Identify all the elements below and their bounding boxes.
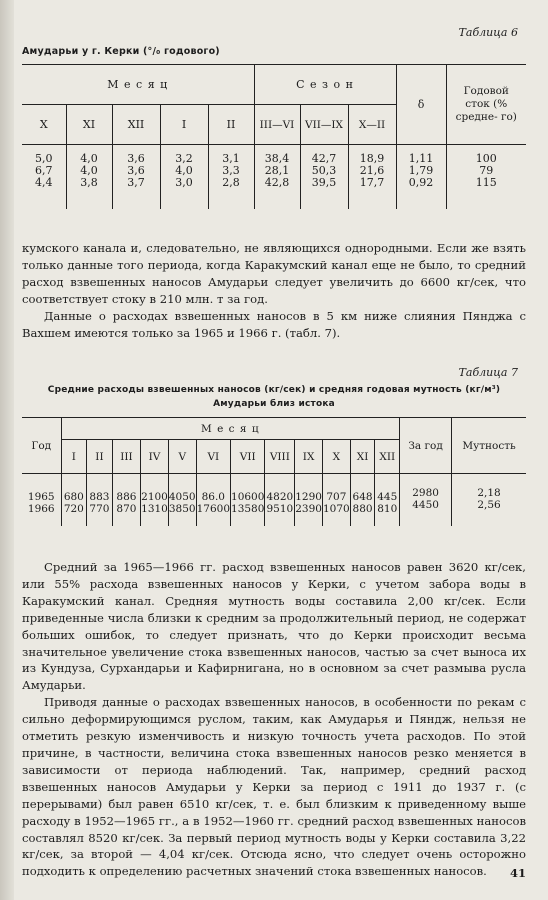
table-cell: 115 bbox=[475, 176, 497, 189]
table6 bbox=[22, 64, 526, 209]
table-cell: 1290 bbox=[295, 491, 322, 503]
table-cell: 770 bbox=[89, 503, 110, 515]
page-number: 41 bbox=[509, 866, 526, 880]
table-cell: 3850 bbox=[168, 503, 196, 515]
t7-month-col: IV bbox=[141, 440, 169, 474]
t7-month-col: III bbox=[112, 440, 140, 474]
paragraph: Средний за 1965—1966 гг. расход взвешенных наносов равен 3620 кг/сек, или 55% расхода взвешенных наносов у Керки, с учетом забора воды в Каракумский канал. Средняя мутность воды составила 2,00 кг/сек. Если приведенные числа близки к средним за продолжительный период, не содержат больших ошибок, то следует признать, что до Керки происходит весьма значительное увеличение стока взвешенных наносов, частью за счет выноса их из Кундуза, Сурхандарьи и Кафирнигана, но в основном за счет размыва русла Амударьи. bbox=[22, 560, 526, 693]
table7-month-header: М е с я ц bbox=[61, 418, 400, 440]
table-cell: 3,6 bbox=[127, 152, 145, 165]
table-cell: 18,9 bbox=[359, 152, 385, 165]
table-cell: 4,4 bbox=[35, 176, 53, 189]
table-cell: 50,3 bbox=[311, 164, 337, 177]
page-gutter-shadow bbox=[0, 0, 14, 900]
table6-body bbox=[22, 145, 526, 209]
t6-month-col: I bbox=[160, 105, 208, 145]
t7-month-col: VIII bbox=[265, 440, 295, 474]
table-cell: 100 bbox=[475, 152, 497, 165]
table-cell: 13580 bbox=[231, 503, 265, 515]
t7-month-col: V bbox=[168, 440, 196, 474]
table-cell: 2100 bbox=[141, 491, 168, 503]
table-cell: 883 bbox=[89, 491, 110, 503]
t7-month-col: VI bbox=[196, 440, 230, 474]
table-cell: 9510 bbox=[266, 503, 294, 515]
table-cell: 3,1 bbox=[222, 152, 240, 165]
t7-month-col: X bbox=[322, 440, 350, 474]
table-cell: 28,1 bbox=[264, 164, 290, 177]
paragraph: Приводя данные о расходах взвешенных наносов, в особенности по рекам с сильно деформирующимся руслом, таким, как Амударья и Пяндж, нельзя не отметить резкую изменчивость и низкую точность учета расходов. По этой причине, в частности, величина стока взвешенных наносов резко меняется в зависимости от периода наблюдений. Так, например, средний расход взвешенных наносов Амударьи у Керки за период с 1911 до 1937 г. (с перерывами) был равен 6510 кг/сек, т. е. был близким к приведенному выше расходу в 1952—1965 гг., а в 1952—1960 гг. средний расход взвешенных наносов составлял 8520 кг/сек. За первый период мутность воды у Керки составила 3,22 кг/сек, за второй — 4,04 кг/сек. Отсюда ясно, что следует очень осторожно подходить к определению расчетных значений стока взвешенных наносов. bbox=[22, 695, 526, 879]
table7-year-total-header: За год bbox=[400, 418, 452, 474]
table-cell: 2390 bbox=[295, 503, 322, 515]
t6-month-col: X bbox=[22, 105, 66, 145]
table-cell: 720 bbox=[63, 503, 84, 515]
table7 bbox=[22, 417, 526, 526]
table-cell: 79 bbox=[479, 164, 494, 177]
table-cell: 445 bbox=[377, 491, 398, 503]
table-cell: 17600 bbox=[196, 503, 231, 515]
t7-month-col: IX bbox=[295, 440, 323, 474]
table-cell: 38,4 bbox=[264, 152, 290, 165]
table-cell: 1966 bbox=[27, 503, 55, 515]
text-block-2 bbox=[22, 559, 526, 880]
table-cell: 6,7 bbox=[35, 164, 53, 177]
table6-month-header: М е с я ц bbox=[22, 65, 254, 105]
table6-delta-header: δ bbox=[396, 65, 446, 145]
table-cell: 2,8 bbox=[222, 176, 240, 189]
table-cell: 4050 bbox=[168, 491, 196, 503]
table-cell: 3,0 bbox=[175, 176, 193, 189]
table6-title: Амударьи у г. Керки (°/₀ годового) bbox=[22, 46, 220, 57]
table-cell: 2980 bbox=[412, 487, 439, 499]
table-cell: 880 bbox=[352, 503, 373, 515]
text-block-1 bbox=[22, 240, 526, 341]
table-cell: 10600 bbox=[231, 491, 265, 503]
t6-season-col: VII—IX bbox=[300, 105, 348, 145]
table-cell: 1,11 bbox=[408, 152, 434, 165]
paragraph: Данные о расходах взвешенных наносов в 5 км ниже слияния Пянджа с Вахшем имеются только за 1965 и 1966 г. (табл. 7). bbox=[22, 308, 526, 340]
table-cell: 17,7 bbox=[359, 176, 385, 189]
table-cell: 1070 bbox=[322, 503, 350, 515]
table7-turbidity-header: Мутность bbox=[452, 418, 526, 474]
table-cell: 39,5 bbox=[311, 176, 337, 189]
t6-season-col: III—VI bbox=[254, 105, 300, 145]
t6-month-col: XII bbox=[112, 105, 160, 145]
table-cell: 21,6 bbox=[359, 164, 385, 177]
table7-caption: Таблица 7 bbox=[458, 366, 518, 379]
table6-caption: Таблица 6 bbox=[458, 26, 518, 39]
paragraph: кумского канала и, следовательно, не являющихся однородными. Если же взять только данные того периода, когда Каракумский канал еще не было, то средний расход взвешенных наносов Амударьи следует увеличить до 6600 кг/сек, что соответствует стоку в 210 млн. т за год. bbox=[22, 241, 526, 306]
table-cell: 3,3 bbox=[222, 164, 240, 177]
table-cell: 42,7 bbox=[311, 152, 337, 165]
table-cell: 810 bbox=[377, 503, 398, 515]
table-cell: 4,0 bbox=[80, 152, 98, 165]
table-cell: 707 bbox=[326, 491, 347, 503]
table7-body bbox=[22, 474, 526, 526]
table-cell: 1,79 bbox=[408, 164, 434, 177]
t7-month-col: I bbox=[61, 440, 87, 474]
t6-season-col: X—II bbox=[348, 105, 396, 145]
table-cell: 2,56 bbox=[477, 499, 501, 511]
table6-annual-header: Годовой сток (% средне- го) bbox=[446, 65, 526, 145]
table-cell: 3,8 bbox=[80, 176, 98, 189]
table-cell: 3,7 bbox=[127, 176, 145, 189]
table6-season-header: С е з о н bbox=[254, 65, 396, 105]
t6-month-col: XI bbox=[66, 105, 112, 145]
table7-year-header: Год bbox=[22, 418, 61, 474]
table-cell: 680 bbox=[63, 491, 84, 503]
table7-title-line1: Средние расходы взвешенных наносов (кг/сек) и средняя годовая мутность (кг/м³) bbox=[47, 385, 501, 395]
t7-month-col: XII bbox=[375, 440, 400, 474]
table-cell: 4,0 bbox=[175, 164, 193, 177]
table-cell: 4450 bbox=[412, 499, 439, 511]
table-cell: 3,2 bbox=[175, 152, 193, 165]
table-cell: 4820 bbox=[266, 491, 294, 503]
table-cell: 5,0 bbox=[35, 152, 53, 165]
table-cell: 86.0 bbox=[201, 491, 225, 503]
t7-month-col: VII bbox=[231, 440, 265, 474]
table-cell: 1310 bbox=[141, 503, 168, 515]
t7-month-col: XI bbox=[350, 440, 375, 474]
table-cell: 0,92 bbox=[408, 176, 434, 189]
t7-month-col: II bbox=[87, 440, 113, 474]
table-cell: 4,0 bbox=[80, 164, 98, 177]
table-cell: 3,6 bbox=[127, 164, 145, 177]
table-cell: 870 bbox=[116, 503, 137, 515]
table-cell: 648 bbox=[352, 491, 373, 503]
table-cell: 886 bbox=[116, 491, 137, 503]
table-cell: 2,18 bbox=[477, 487, 501, 499]
table-cell: 1965 bbox=[27, 491, 55, 503]
t6-month-col: II bbox=[208, 105, 254, 145]
table7-title-line2: Амударьи близ истока bbox=[213, 399, 335, 409]
table-cell: 42,8 bbox=[264, 176, 290, 189]
